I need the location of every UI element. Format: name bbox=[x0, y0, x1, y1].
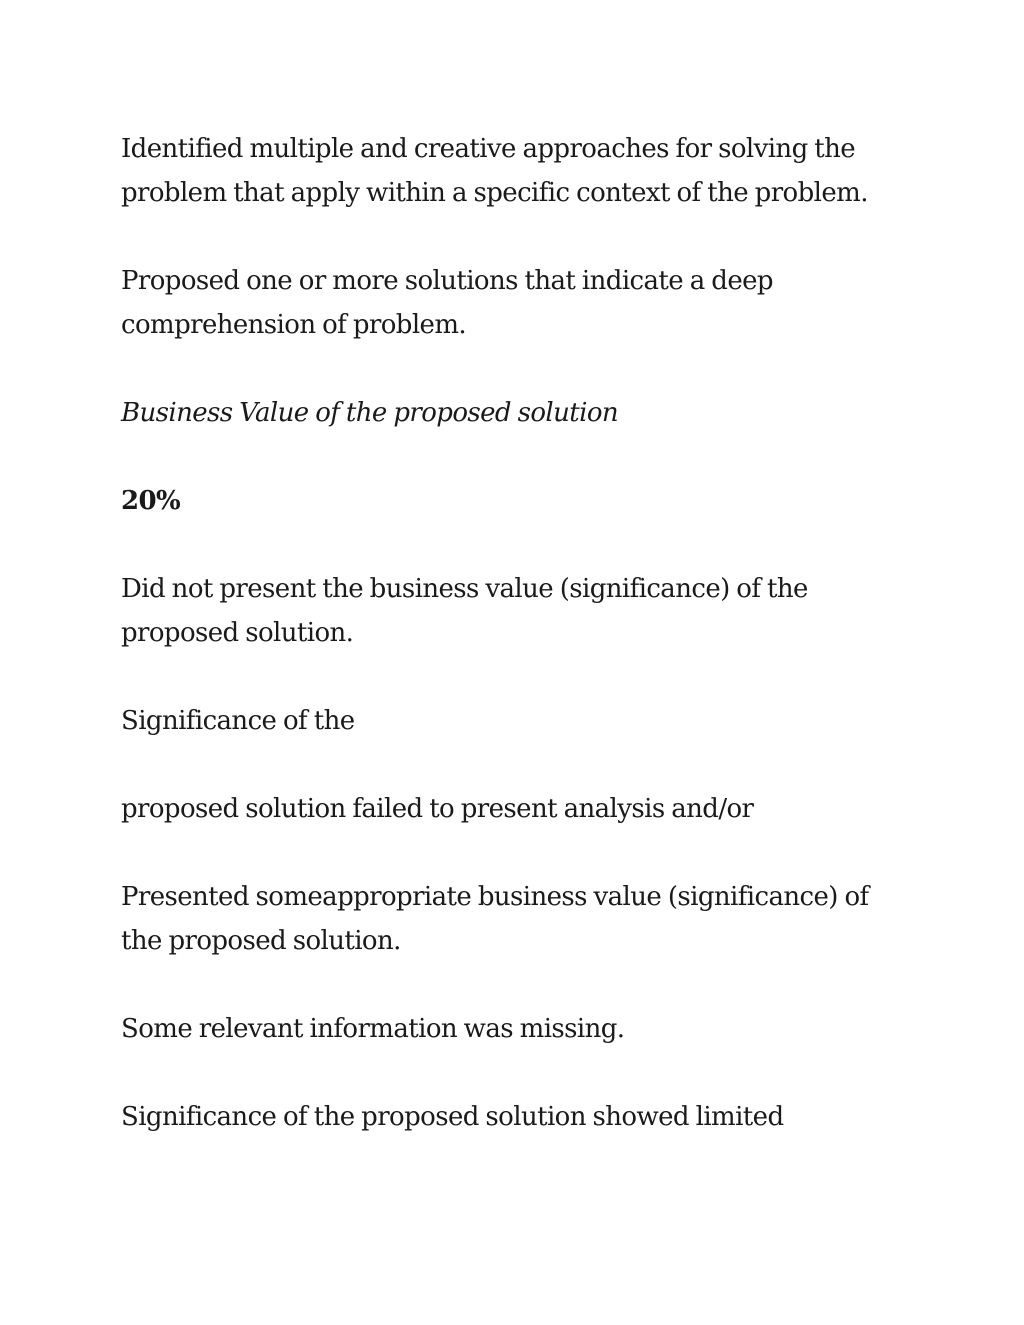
paragraph-approaches: Identified multiple and creative approaches for solving the problem that apply within a specific context of the problem. bbox=[121, 134, 868, 208]
paragraph-significance-of-the: Significance of the bbox=[121, 706, 355, 736]
paragraph-did-not-present: Did not present the business value (significance) of the proposed solution. bbox=[121, 574, 808, 648]
paragraph-showed-limited: Significance of the proposed solution showed limited bbox=[121, 1102, 784, 1132]
paragraph-failed-to-present: proposed solution failed to present analysis and/or bbox=[121, 794, 754, 824]
section-heading-business-value: Business Value of the proposed solution bbox=[121, 398, 619, 428]
document-body bbox=[121, 127, 881, 1183]
paragraph-proposed-solutions: Proposed one or more solutions that indicate a deep comprehension of problem. bbox=[121, 266, 773, 340]
paragraph-information-missing: Some relevant information was missing. bbox=[121, 1014, 625, 1044]
paragraph-presented-some: Presented someappropriate business value (significance) of the proposed solution. bbox=[121, 882, 869, 956]
weight-percentage: 20% bbox=[121, 486, 181, 516]
